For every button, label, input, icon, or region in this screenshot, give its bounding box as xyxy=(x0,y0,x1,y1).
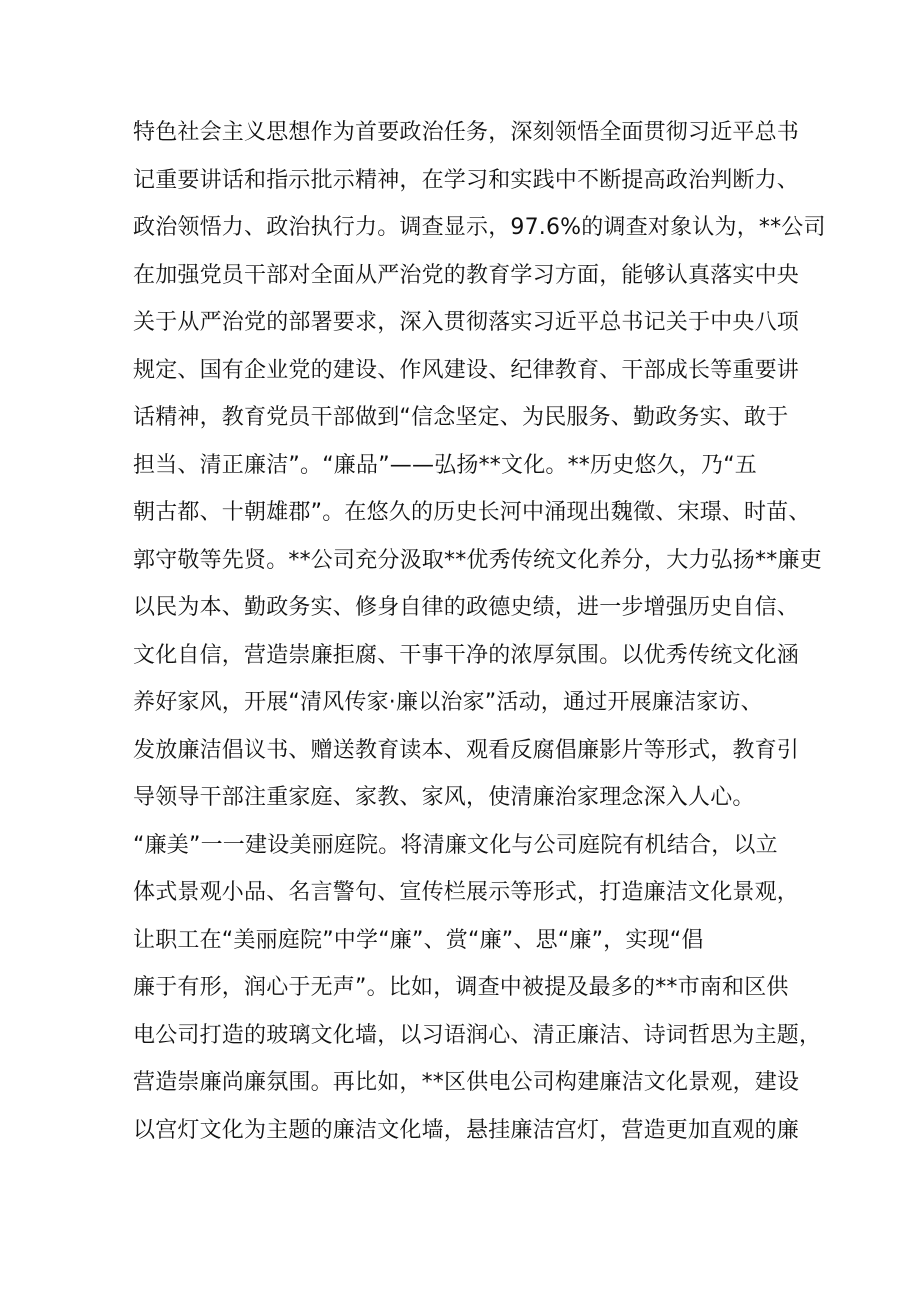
text-line: 记重要讲话和指示批示精神，在学习和实践中不断提高政治判断力、 xyxy=(133,167,800,193)
text-line: 体式景观小品、名言警句、宣传栏展示等形式，打造廉洁文化景观， xyxy=(133,880,800,905)
text-line: 政治领悟力、政治执行力。调查显示，97.6%的调查对象认为，**公司 xyxy=(133,215,826,240)
text-line: 特色社会主义思想作为首要政治任务，深刻领悟全面贯彻习近平总书 xyxy=(133,120,800,145)
text-line: 规定、国有企业党的建设、作风建设、纪律教育、干部成长等重要讲 xyxy=(133,357,800,383)
text-line: 以民为本、勤政务实、修身自律的政德史绩，进一步增强历史自信、 xyxy=(133,595,800,620)
text-line: 在加强党员干部对全面从严治党的教育学习方面，能够认真落实中央 xyxy=(133,262,800,288)
body-text xyxy=(133,109,826,1154)
text-line: 关于从严治党的部署要求，深入贯彻落实习近平总书记关于中央八项 xyxy=(133,310,800,335)
text-line: 以宫灯文化为主题的廉洁文化墙，悬挂廉洁宫灯，营造更加直观的廉 xyxy=(133,1117,800,1143)
text-line: 电公司打造的玻璃文化墙，以习语润心、清正廉洁、诗词哲思为主题， xyxy=(133,1022,822,1048)
text-line: “廉美”一一建设美丽庭院。将清廉文化与公司庭院有机结合，以立 xyxy=(133,832,778,858)
text-line: 话精神，教育党员干部做到“信念坚定、为民服务、勤政务实、敢于 xyxy=(133,405,789,430)
text-line: 文化自信，营造崇廉拒腐、干事干净的浓厚氛围。以优秀传统文化涵 xyxy=(133,642,800,668)
text-line: 郭守敬等先贤。**公司充分汲取**优秀传统文化养分，大力弘扬**廉吏 xyxy=(133,547,822,573)
text-line: 导领导干部注重家庭、家教、家风，使清廉治家理念深入人心。 xyxy=(133,785,755,810)
text-line: 养好家风，开展“清风传家·廉以治家”活动，通过开展廉洁家访、 xyxy=(133,690,763,715)
text-line: 让职工在“美丽庭院”中学“廉”、赏“廉”、思“廉”，实现“倡 xyxy=(133,927,704,953)
text-line: 担当、清正廉洁”。“廉品”——弘扬**文化。**历史悠久，乃“五 xyxy=(133,452,757,478)
text-line: 朝古都、十朝雄郡”。在悠久的历史长河中涌现出魏徵、宋璟、时苗、 xyxy=(133,500,811,525)
text-line: 发放廉洁倡议书、赠送教育读本、观看反腐倡廉影片等形式，教育引 xyxy=(133,737,800,763)
text-line: 营造崇廉尚廉氛围。再比如，**区供电公司构建廉洁文化景观，建设 xyxy=(133,1070,800,1095)
text-line: 廉于有形，润心于无声”。比如，调查中被提及最多的**市南和区供 xyxy=(133,975,789,1000)
